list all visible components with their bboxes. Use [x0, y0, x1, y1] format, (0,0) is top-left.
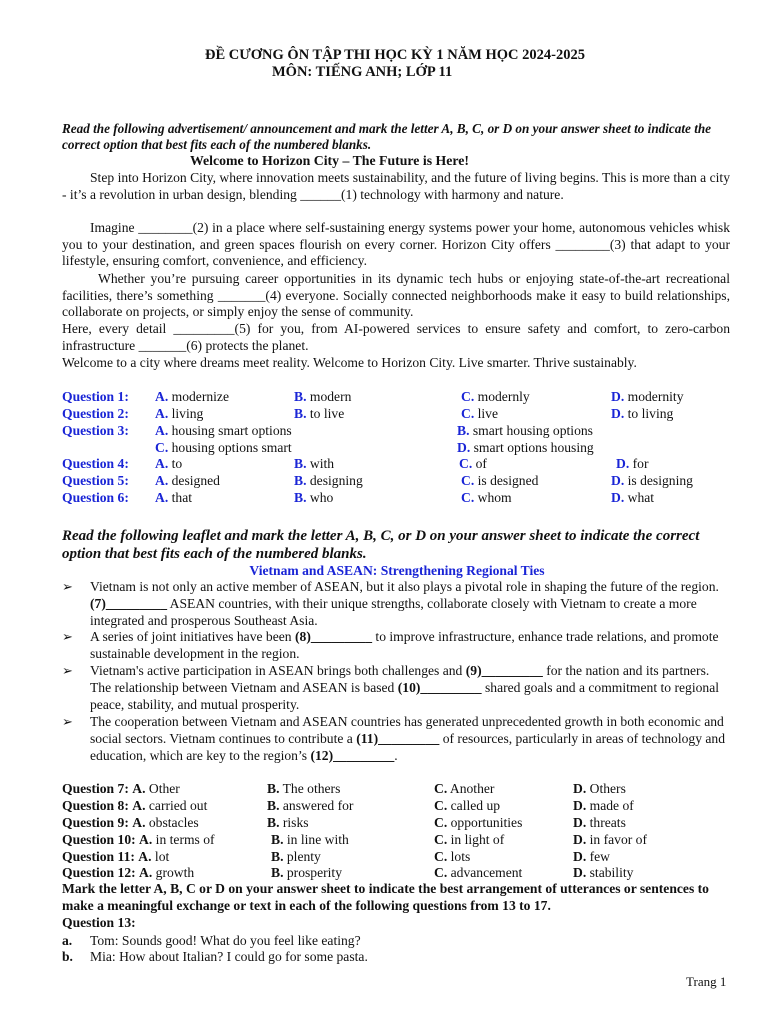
- option-d[interactable]: D. is designing: [611, 473, 693, 488]
- option-d[interactable]: D. Others: [573, 781, 626, 796]
- option-c[interactable]: C. Another: [434, 781, 495, 796]
- question-12: Question 12: A. growth: [62, 865, 195, 880]
- passage-paragraph-4: Here, every detail _________(5) for you, from AI-powered services to ensure safety and comfort, to zero-carbon infrastructure _______(6) protects the planet.: [62, 321, 730, 353]
- option-c[interactable]: C. housing options smart: [155, 440, 292, 455]
- option-a[interactable]: A. designed: [155, 473, 220, 488]
- option-c[interactable]: C. called up: [434, 798, 501, 813]
- option-c[interactable]: C. in light of: [434, 832, 505, 847]
- option-d[interactable]: D. what: [611, 490, 655, 505]
- question-9: Question 9: A. obstacles: [62, 815, 199, 830]
- page-subtitle: MÔN: TIẾNG ANH; LỚP 11: [272, 64, 453, 80]
- leaflet-bullet-1: Vietnam is not only an active member of ASEAN, but it also plays a pivotal role in shaping the future of the region. (7)_________ ASEAN countries, with their unique strengths, collaborate closely with Vietnam to create a more integrated and prosperous Southeast Asia.: [90, 579, 719, 628]
- option-d[interactable]: D. smart options housing: [457, 440, 594, 455]
- option-a[interactable]: A. that: [155, 490, 193, 505]
- option-a[interactable]: A. modernize: [155, 389, 229, 404]
- option-b[interactable]: B. plenty: [271, 849, 321, 864]
- option-c[interactable]: C. of: [459, 456, 487, 471]
- page-number: Trang 1: [686, 974, 727, 989]
- question-13-label: Question 13:: [62, 915, 136, 930]
- option-b[interactable]: B. who: [294, 490, 334, 505]
- option-b[interactable]: B. risks: [267, 815, 309, 830]
- passage-paragraph-3: Whether you’re pursuing career opportunities in its dynamic tech hubs or enjoying state-of-the-art recreational facilities, there’s something _______(4) everyone. Socially connected neighborhoods make it easy to build relationships, collaborate on projects, or simply enjoy the sense of community.: [62, 271, 730, 320]
- leaflet-bullet-4: The cooperation between Vietnam and ASEAN countries has generated unprecedented growth in both economic and social sectors. Vietnam continues to contribute a (11)_________ of resources, particularly in areas of technology and education, which are key to the region’s (12)_________.: [90, 714, 726, 763]
- option-c[interactable]: C. live: [461, 406, 499, 421]
- bullet-arrow-icon: ➢: [62, 579, 73, 594]
- leaflet-title: Vietnam and ASEAN: Strengthening Regional Ties: [249, 563, 545, 578]
- option-c[interactable]: C. whom: [461, 490, 512, 505]
- option-a[interactable]: A. living: [155, 406, 204, 421]
- passage-title: Welcome to Horizon City – The Future is Here!: [190, 153, 469, 168]
- option-d[interactable]: D. for: [616, 456, 649, 471]
- page-title: ĐỀ CƯƠNG ÔN TẬP THI HỌC KỲ 1 NĂM HỌC 2024-2025: [205, 47, 585, 63]
- option-d[interactable]: D. to living: [611, 406, 674, 421]
- option-b[interactable]: B. The others: [267, 781, 341, 796]
- option-b[interactable]: B. to live: [294, 406, 345, 421]
- bullet-arrow-icon: ➢: [62, 629, 73, 644]
- question-label: Question 4:: [62, 456, 129, 471]
- option-c[interactable]: C. lots: [434, 849, 471, 864]
- option-b[interactable]: B. designing: [294, 473, 363, 488]
- option-a[interactable]: A. to: [155, 456, 183, 471]
- option-a[interactable]: A. housing smart options: [155, 423, 292, 438]
- option-b[interactable]: B. smart housing options: [457, 423, 593, 438]
- option-b[interactable]: B. in line with: [271, 832, 349, 847]
- option-b[interactable]: B. modern: [294, 389, 352, 404]
- option-c[interactable]: C. advancement: [434, 865, 523, 880]
- option-d[interactable]: D. few: [573, 849, 611, 864]
- question-10: Question 10: A. in terms of: [62, 832, 215, 847]
- arrangement-item: b.: [62, 949, 73, 964]
- option-c[interactable]: C. is designed: [461, 473, 539, 488]
- question-label: Question 2:: [62, 406, 129, 421]
- bullet-arrow-icon: ➢: [62, 663, 73, 678]
- question-label: Question 5:: [62, 473, 129, 488]
- section3-instruction: Mark the letter A, B, C or D on your answer sheet to indicate the best arrangement of utterances or sentences to make a meaningful exchange or text in each of the following questions from 13 to 17.: [62, 881, 709, 913]
- arrangement-item-text: Tom: Sounds good! What do you feel like eating?: [90, 933, 361, 948]
- option-d[interactable]: D. stability: [573, 865, 634, 880]
- question-8: Question 8: A. carried out: [62, 798, 208, 813]
- question-label: Question 6:: [62, 490, 129, 505]
- passage-paragraph-2: Imagine ________(2) in a place where self-sustaining energy systems power your home, autonomous vehicles whisk you to your destination, and green spaces flourish on every corner. Horizon City offers ________(3) that adapt to your lifestyle, ensuring comfort, convenience, and efficiency.: [62, 220, 730, 269]
- section2-instruction: Read the following leaflet and mark the letter A, B, C, or D on your answer sheet to indicate the correct option that best fits each of the numbered blanks.: [62, 528, 700, 562]
- option-d[interactable]: D. modernity: [611, 389, 684, 404]
- arrangement-item: a.: [62, 933, 73, 948]
- bullet-arrow-icon: ➢: [62, 714, 73, 729]
- passage-paragraph-5: Welcome to a city where dreams meet reality. Welcome to Horizon City. Live smarter. Thrive sustainably.: [62, 355, 637, 370]
- question-label: Question 3:: [62, 423, 129, 438]
- option-c[interactable]: C. modernly: [461, 389, 530, 404]
- leaflet-bullet-2: A series of joint initiatives have been (8)_________ to improve infrastructure, enhance trade relations, and promote sustainable development in the region.: [90, 629, 719, 661]
- arrangement-item-text: Mia: How about Italian? I could go for some pasta.: [90, 949, 368, 964]
- question-11: Question 11: A. lot: [62, 849, 170, 864]
- leaflet-bullet-3: Vietnam's active participation in ASEAN brings both challenges and (9)_________ for the nation and its partners. The relationship between Vietnam and ASEAN is based (10)_________ shared goals and a commitment to regional peace, stability, and mutual prosperity.: [90, 663, 720, 712]
- option-d[interactable]: D. made of: [573, 798, 634, 813]
- option-b[interactable]: B. with: [294, 456, 335, 471]
- option-b[interactable]: B. prosperity: [271, 865, 342, 880]
- passage-paragraph-1: Step into Horizon City, where innovation meets sustainability, and the future of living begins. This is more than a city - it’s a revolution in urban design, blending ______(1) technology with harmony and nature.: [62, 170, 730, 202]
- option-b[interactable]: B. answered for: [267, 798, 354, 813]
- question-7: Question 7: A. Other: [62, 781, 180, 796]
- section1-instruction: Read the following advertisement/ announcement and mark the letter A, B, C, or D on your answer sheet to indicate the correct option that best fits each of the numbered blanks.: [62, 121, 712, 152]
- option-d[interactable]: D. threats: [573, 815, 626, 830]
- option-d[interactable]: D. in favor of: [573, 832, 648, 847]
- option-c[interactable]: C. opportunities: [434, 815, 523, 830]
- question-label: Question 1:: [62, 389, 129, 404]
